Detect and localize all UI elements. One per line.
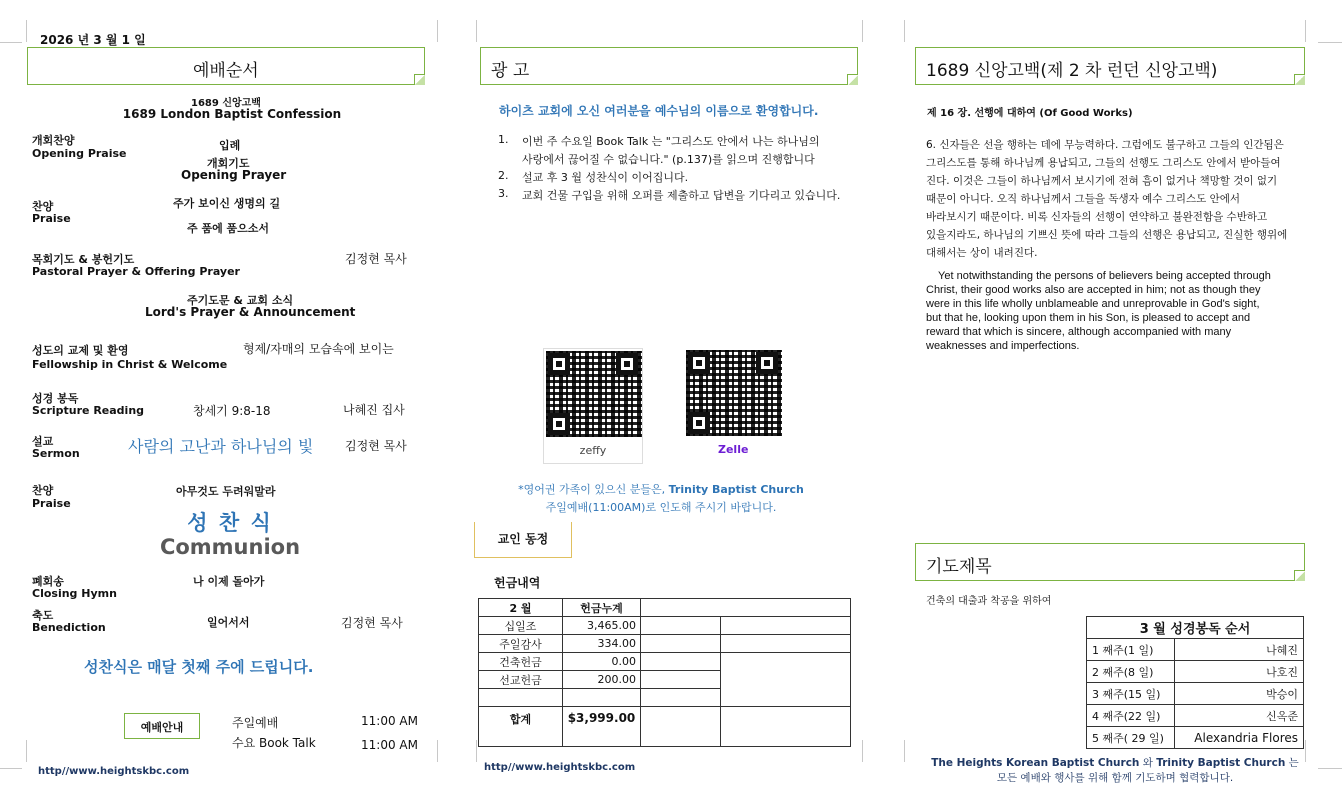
benediction-en: Benediction [32,621,106,634]
table-cell [721,617,851,635]
offering-name: 선교헌금 [479,671,563,689]
scripture-reader: 나혜진 집사 [343,403,405,417]
member-news-badge [474,522,572,558]
bulletin-date: 2026 년 3 월 1 일 [40,33,146,47]
communion-ko: 성 찬 식 [187,511,273,535]
qr-finder [688,352,710,374]
offering-name: 건축헌금 [479,653,563,671]
opening-praise-ko: 개회찬양 [32,134,75,147]
en-line-5: reward that which is sincere, although accompanied with many [926,326,1232,338]
crop-mark [1318,42,1342,43]
reading-name: 박승이 [1175,683,1304,705]
reading-name: 나호진 [1175,661,1304,683]
reading-week: 4 째주(22 일) [1087,705,1175,727]
table-row [479,599,851,617]
table-cell [479,689,563,707]
table-cell [641,689,721,707]
entrance-label: 입례 [219,139,241,152]
fellowship-ko: 성도의 교제 및 환영 [32,344,129,357]
booktalk-label: 수요 Book Talk [232,736,316,750]
chapter-title: 제 16 장. 선행에 대하여 (Of Good Works) [927,108,1133,119]
offering-amount: 0.00 [563,653,641,671]
lords-prayer-ko: 주기도문 & 교회 소식 [187,294,294,307]
praise2-song: 아무것도 두려워말라 [176,485,276,498]
table-row [479,617,851,635]
crop-mark [904,20,905,42]
qr-finder [548,413,570,435]
zelle-label: Zelle [718,443,749,456]
offering-amount: 200.00 [563,671,641,689]
announcement-1-number: 1. [498,133,509,146]
offering-table [478,598,851,747]
pastoral-leader: 김정현 목사 [345,252,407,266]
crop-mark [476,20,477,42]
reading-name: 신옥준 [1175,705,1304,727]
table-row [1087,683,1304,705]
crop-mark [437,740,438,762]
offering-month-header: 2 월 [479,599,563,617]
lords-prayer-en: Lord's Prayer & Announcement [145,305,356,319]
en-line-6: weaknesses and imperfections. [926,340,1080,352]
crop-mark [0,42,22,43]
church-website-link[interactable]: http//www.heightskbc.com [38,766,190,777]
crop-mark [437,20,438,42]
offering-amount: 334.00 [563,635,641,653]
table-cell [563,689,641,707]
opening-prayer-ko: 개회기도 [207,157,250,170]
crop-mark [26,20,27,42]
reading-week: 1 째주(1 일) [1087,639,1175,661]
trinity-notice-text: *영어권 가족이 있으신 분들은, [518,483,669,496]
table-cell [641,599,851,617]
communion-en: Communion [159,535,301,559]
prayer-header [915,543,1305,581]
order-of-worship-title: 예배순서 [193,61,259,81]
reading-week: 5 째주( 29 일) [1087,727,1175,749]
confession-header [915,47,1305,85]
sermon-ko: 설교 [32,435,54,448]
en-line-4: but that he, looking upon them in his Son, is pleased to accept and [926,312,1251,324]
trinity-notice-line2: 주일예배(11:00AM)로 인도해 주시기 바랍니다. [545,501,777,514]
praise-song-1: 주가 보이신 생명의 길 [173,197,281,210]
table-cell [641,671,721,689]
qr-finder [688,412,710,434]
announcement-3-number: 3. [498,187,509,200]
table-cell [721,635,851,653]
sunday-service-time: 11:00 AM [361,714,418,728]
welcome-message: 하이츠 교회에 오신 여러분을 예수님의 이름으로 환영합니다. [499,104,819,118]
confession-ko: 1689 신앙고백 [191,98,261,109]
table-row [1087,639,1304,661]
prayer-title: 기도제목 [926,557,992,577]
table-cell [641,707,721,747]
benediction-song: 일어서서 [207,616,250,629]
ko-line-1: 6. 신자들은 선을 행하는 데에 무능력하다. 그럼에도 불구하고 그들의 인간됨은 [926,139,1284,151]
ko-line-6: 있을지라도, 하나님의 기쁘신 뜻에 따라 그들의 선행은 용납되고, 진실한 행위에 [926,229,1288,241]
table-row [1087,661,1304,683]
table-row [1087,727,1304,749]
offering-title: 헌금내역 [494,576,541,590]
offering-sum: $3,999.00 [563,707,641,747]
footer-conj: 와 [1139,757,1157,769]
crop-mark [0,768,22,769]
ko-line-4: 때문이 아니다. 오직 하나님께서 그들을 독생자 예수 그리스도 안에서 [926,193,1241,205]
benediction-leader: 김정현 목사 [341,616,403,630]
service-info-badge [124,713,200,739]
zeffy-qr-card[interactable] [543,348,643,464]
offering-name: 십일조 [479,617,563,635]
sermon-preacher: 김정현 목사 [345,439,407,453]
fellowship-song: 형제/자매의 모습속에 보이는 [243,342,394,356]
table-row [1087,705,1304,727]
scripture-ko: 성경 봉독 [32,392,79,405]
church-website-link-2[interactable]: http//www.heightskbc.com [484,762,636,773]
communion-note: 성찬식은 매달 첫째 주에 드립니다. [84,658,314,676]
table-cell [641,617,721,635]
confession-title: 1689 신앙고백(제 2 차 런던 신앙고백) [926,61,1218,81]
en-line-1: Yet notwithstanding the persons of believers being accepted through [926,270,1271,282]
qr-finder [616,353,638,375]
fellowship-en: Fellowship in Christ & Welcome [32,358,228,371]
trinity-notice-line1 [478,481,844,497]
reading-week: 2 째주(8 일) [1087,661,1175,683]
crop-mark [862,20,863,42]
opening-prayer-en: Opening Prayer [181,168,287,182]
confession-en: 1689 London Baptist Confession [122,107,342,121]
table-cell [641,653,721,671]
reading-week: 3 째주(15 일) [1087,683,1175,705]
pastoral-prayer-en: Pastoral Prayer & Offering Prayer [32,265,240,278]
ko-line-7: 대해서는 상이 내려진다. [926,247,1038,259]
closing-hymn-song: 나 이제 돌아가 [193,575,265,588]
reading-schedule-table [1086,616,1304,749]
sunday-service-label: 주일예배 [232,716,279,730]
announcement-2-number: 2. [498,169,509,182]
announcement-1-line1: 이번 주 수요일 Book Talk 는 "그리스도 안에서 나는 하나님의 [522,135,820,148]
zelle-qr-card[interactable] [684,348,784,464]
offering-sum-label: 합계 [479,707,563,747]
reading-name: 나혜진 [1175,639,1304,661]
scripture-en: Scripture Reading [32,404,145,417]
crop-mark [1305,20,1306,42]
footer-line-2: 모든 예배와 행사를 위해 함께 기도하며 협력합니다. [996,772,1234,784]
praise-song-2: 주 품에 품으소서 [187,222,270,235]
announcement-1-line2: 사랑에서 끊어질 수 없습니다." (p.137)를 읽으며 진행합니다 [522,153,815,166]
closing-hymn-ko: 폐회송 [32,575,64,588]
scripture-reference: 창세기 9:8-18 [193,404,271,418]
qr-finder [548,353,570,375]
praise-en: Praise [32,212,71,225]
footer-particle: 는 [1285,757,1299,769]
reading-title: 3 월 성경봉독 순서 [1087,617,1304,639]
table-row [479,707,851,747]
offering-name: 주일감사 [479,635,563,653]
service-info-label: 예배안내 [140,721,184,734]
ko-line-3: 진다. 이것은 그들이 하나님께서 보시기에 전혀 흠이 없거나 책망할 것이 없기 [926,175,1278,187]
pastoral-prayer-ko: 목회기도 & 봉헌기도 [32,253,135,266]
praise2-en: Praise [32,497,71,510]
trinity-church-name: Trinity Baptist Church [668,483,804,496]
benediction-ko: 축도 [32,609,54,622]
table-cell [721,707,851,747]
footer-church-1: The Heights Korean Baptist Church [931,757,1140,769]
table-row [479,653,851,671]
offering-total-header: 헌금누계 [563,599,641,617]
table-cell [641,635,721,653]
crop-mark [26,740,27,762]
en-line-2: Christ, their good works also are accepted in him; not as though they [926,284,1261,296]
table-row [1087,617,1304,639]
announcement-2-line1: 설교 후 3 월 성찬식이 이어집니다. [522,171,689,184]
member-news-label: 교인 동정 [497,532,549,546]
crop-mark [862,740,863,762]
praise2-ko: 찬양 [32,484,54,497]
announcement-3-line1: 교회 건물 구입을 위해 오퍼를 제출하고 답변을 기다리고 있습니다. [522,189,841,202]
reading-name: Alexandria Flores [1175,727,1304,749]
crop-mark [476,740,477,762]
sermon-title: 사람의 고난과 하나님의 빛 [128,437,314,456]
sermon-en: Sermon [32,447,80,460]
prayer-item: 건축의 대출과 착공을 위하여 [926,596,1052,607]
closing-hymn-en: Closing Hymn [32,587,117,600]
ko-line-2: 그리스도를 통해 하나님께 용납되고, 그들의 선행도 그리스도 안에서 받아들여 [926,157,1281,169]
offering-amount: 3,465.00 [563,617,641,635]
qr-finder [756,352,778,374]
ko-line-5: 바라보시기 때문이다. 비록 신자들의 선행이 연약하고 불완전함을 수반하고 [926,211,1268,223]
en-line-3: were in this life wholly unblameable and unreprovable in God's sight, [926,298,1260,310]
table-row [479,635,851,653]
zeffy-label: zeffy [579,444,607,457]
announcements-header [480,47,858,85]
announcements-title: 광 고 [491,61,530,81]
booktalk-time: 11:00 AM [361,738,418,752]
footer-church-2: Trinity Baptist Church [1156,757,1286,769]
table-cell [721,653,851,707]
order-of-worship-header [27,47,425,85]
praise-ko: 찬양 [32,200,54,213]
opening-praise-en: Opening Praise [32,147,127,160]
footer-line-1 [905,755,1325,770]
